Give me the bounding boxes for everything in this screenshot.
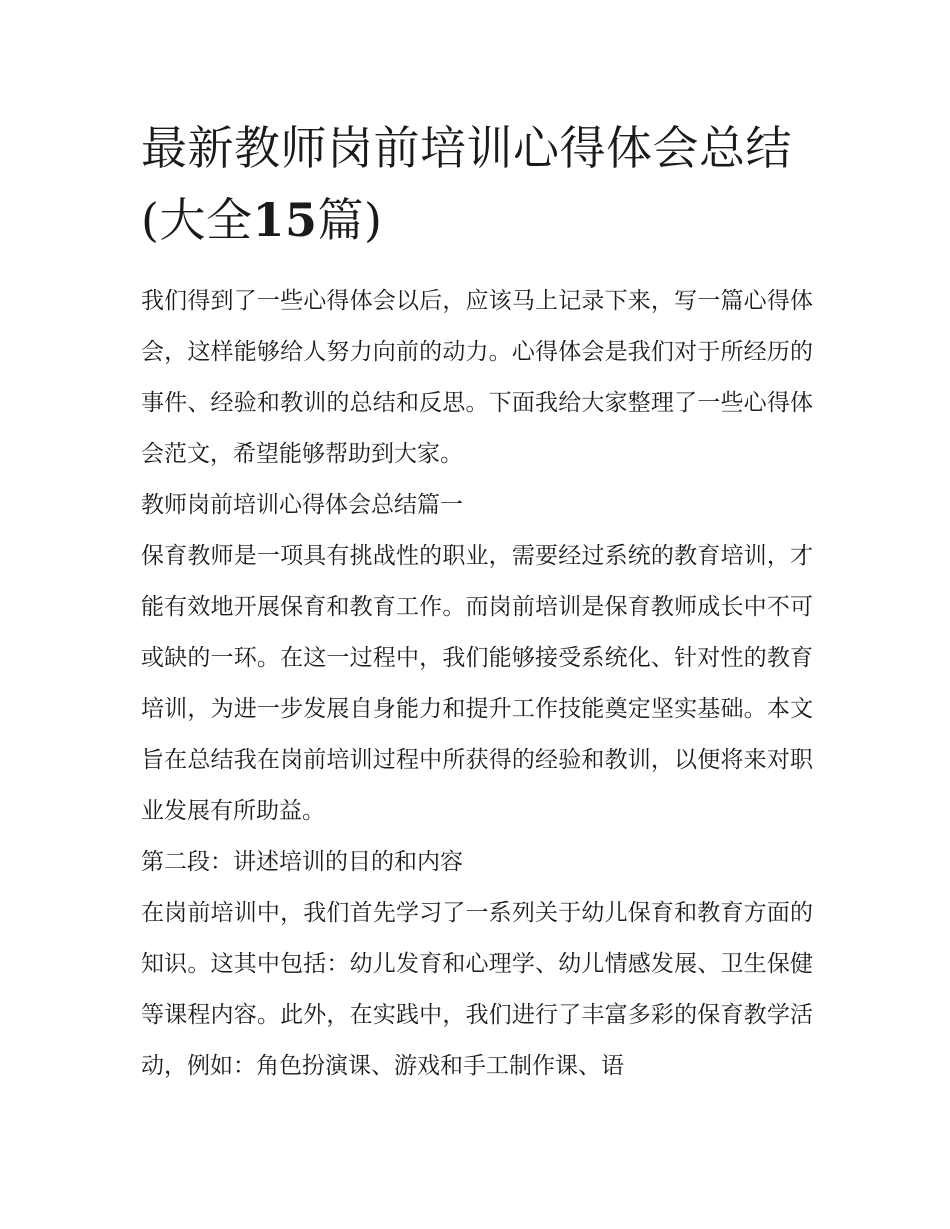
body-paragraph: 在岗前培训中，我们首先学习了一系列关于幼儿保育和教育方面的知识。这其中包括：幼儿发育和心理学、幼儿情感发展、卫生保健等课程内容。此外，在实践中，我们进行了丰富多彩的保育教学活动，例如：角色扮演课、游戏和手工制作课、语 (141, 900, 813, 1079)
document-page (141, 112, 813, 1092)
title-prefix: 最新教师岗前培训心得体会总结(大全 (141, 121, 792, 247)
body-paragraph: 保育教师是一项具有挑战性的职业，需要经过系统的教育培训，才能有效地开展保育和教育工作。而岗前培训是保育教师成长中不可或缺的一环。在这一过程中，我们能够接受系统化、针对性的教育培训，为进一步发展自身能力和提升工作技能奠定坚实基础。本文旨在总结我在岗前培训过程中所获得的经验和教训，以便将来对职业发展有所助益。 (141, 543, 813, 824)
section-heading-part-two: 第二段：讲述培训的目的和内容 (141, 849, 463, 875)
document-title (141, 112, 813, 256)
title-number: 15 (252, 193, 318, 247)
intro-paragraph: 我们得到了一些心得体会以后，应该马上记录下来，写一篇心得体会，这样能够给人努力向前的动力。心得体会是我们对于所经历的事件、经验和教训的总结和反思。下面我给大家整理了一些心得体会范文，希望能够帮助到大家。 (141, 288, 813, 467)
document-body (141, 276, 813, 1092)
title-suffix: 篇) (317, 193, 383, 247)
section-heading-part-one: 教师岗前培训心得体会总结篇一 (141, 492, 463, 518)
